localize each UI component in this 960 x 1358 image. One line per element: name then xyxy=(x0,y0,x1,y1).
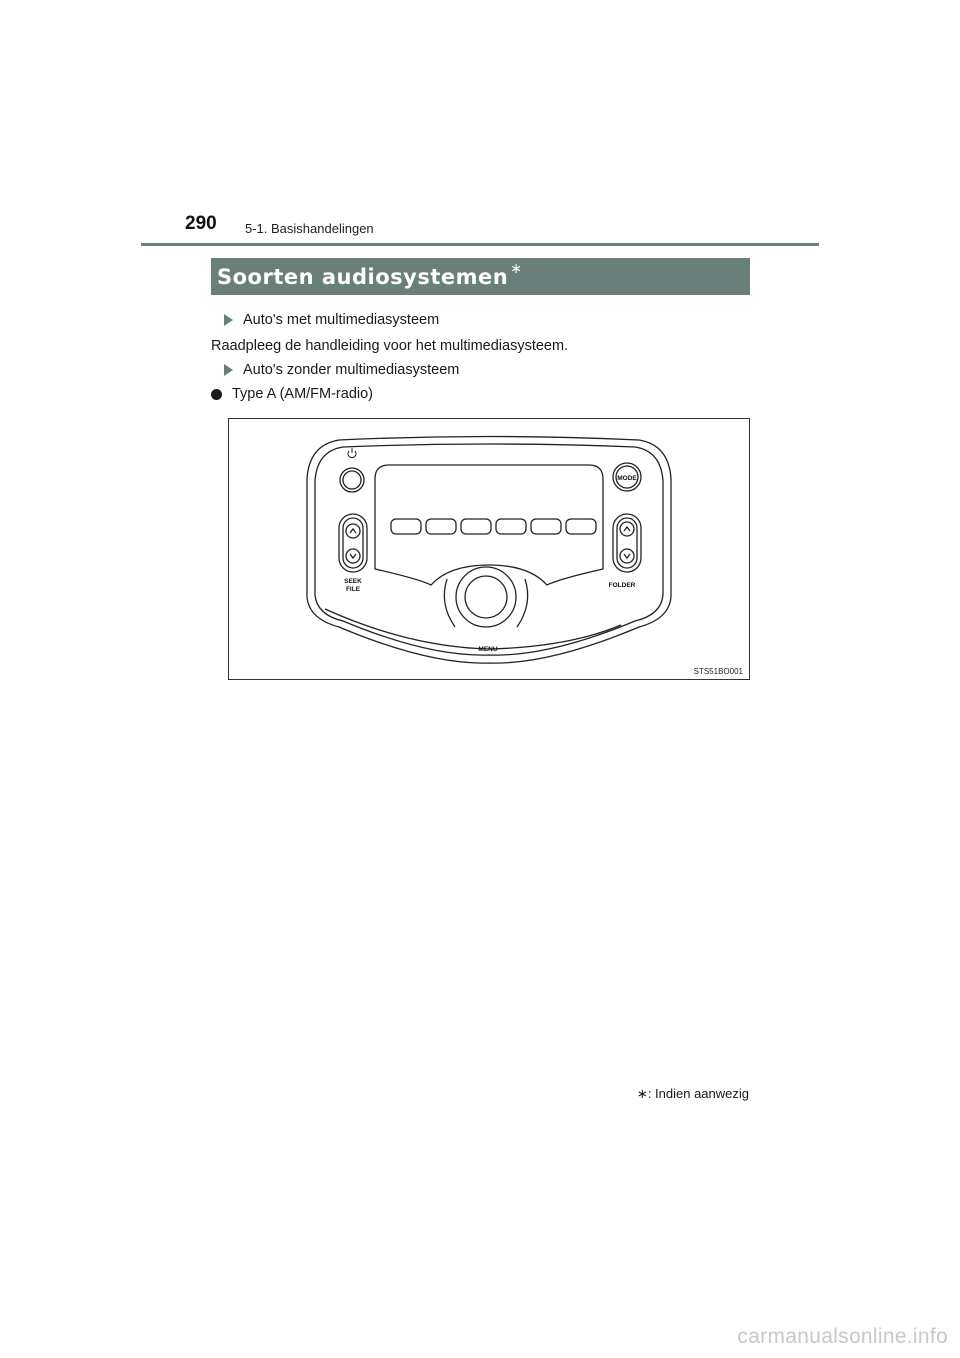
item-no-multimedia: Auto's zonder multimediasysteem xyxy=(243,362,460,378)
bullet-dot-icon xyxy=(211,389,222,400)
chevron-up-icon xyxy=(624,527,630,531)
chevron-down-icon xyxy=(624,554,630,558)
header-divider xyxy=(141,243,819,246)
list-item xyxy=(224,362,459,378)
seek-label: SEEK xyxy=(344,578,362,585)
preset-button-5 xyxy=(531,519,561,534)
preset-button-6 xyxy=(566,519,596,534)
paragraph-text: Raadpleeg de handleiding voor het multimediasysteem. xyxy=(211,338,569,354)
footnote xyxy=(637,1086,749,1102)
preset-button-3 xyxy=(461,519,491,534)
section-title: Soorten audiosystemen xyxy=(217,264,509,289)
asterisk-icon: ∗ xyxy=(510,260,522,276)
asterisk-icon: ∗ xyxy=(636,1086,648,1101)
preset-button-2 xyxy=(426,519,456,534)
preset-button-4 xyxy=(496,519,526,534)
section-title-bar xyxy=(211,258,750,295)
page-number: 290 xyxy=(185,213,217,234)
audio-unit-illustration xyxy=(229,419,749,679)
power-icon xyxy=(348,448,356,458)
figure-code: STS51BO001 xyxy=(693,667,743,676)
menu-label: MENU xyxy=(478,646,498,653)
chevron-up-icon xyxy=(350,529,356,533)
mode-label: MODE xyxy=(617,475,637,482)
audio-unit-figure xyxy=(228,418,750,680)
triangle-bullet-icon xyxy=(224,314,233,326)
file-label: FILE xyxy=(345,586,361,593)
knob-arc-left xyxy=(444,579,455,627)
chapter-title: 5-1. Basishandelingen xyxy=(245,221,374,236)
footnote-text: : Indien aanwezig xyxy=(647,1086,749,1101)
watermark: carmanualsonline.info xyxy=(737,1325,948,1348)
preset-button-1 xyxy=(391,519,421,534)
folder-label: FOLDER xyxy=(608,582,636,589)
item-multimedia: Auto's met multimediasysteem xyxy=(243,312,440,328)
menu-knob xyxy=(465,576,507,618)
list-item xyxy=(211,386,373,402)
knob-arc-right xyxy=(517,579,528,627)
list-item xyxy=(224,312,439,328)
lower-trim-line xyxy=(325,609,621,649)
item-type-a: Type A (AM/FM-radio) xyxy=(232,386,374,402)
triangle-bullet-icon xyxy=(224,364,233,376)
chevron-down-icon xyxy=(350,554,356,558)
paragraph xyxy=(211,338,568,354)
